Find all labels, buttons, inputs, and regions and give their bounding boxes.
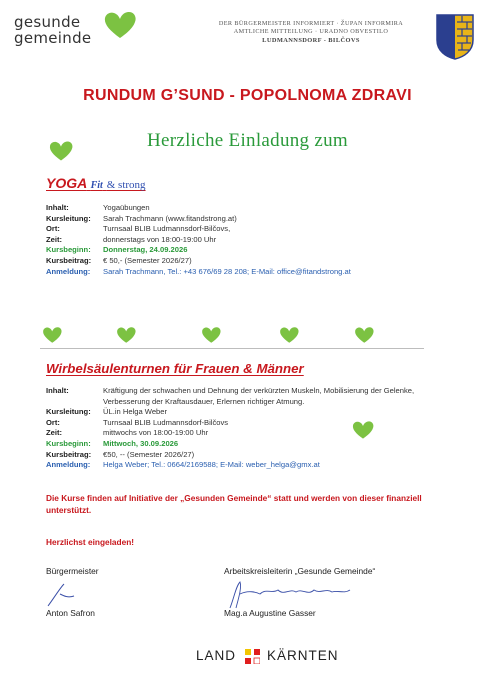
row-value: € 50,- (Semester 2026/27) <box>103 255 192 265</box>
heart-icon <box>202 327 220 343</box>
page-title: RUNDUM G’SUND - POPOLNOMA ZDRAVI <box>83 87 412 104</box>
row-label: Kursleitung: <box>46 213 91 223</box>
strong-logo-text: & strong <box>106 179 146 191</box>
notice-line-2: AMTLICHE MITTEILUNG · URADNO OBVESTILO <box>233 28 389 36</box>
row-label: Kursbeginn: <box>46 438 91 448</box>
footer-word-kaernten: KÄRNTEN <box>267 648 339 663</box>
funding-notice: Die Kurse finden auf Initiative der „Gesunden Gemeinde“ statt und werden von dieser finanziell unterstützt. <box>46 493 422 515</box>
row-label: Anmeldung: <box>46 266 91 276</box>
land-kaernten-logo <box>196 648 339 668</box>
row-value: Donnerstag, 24.09.2026 <box>103 245 188 255</box>
leader-name: Mag.a Augustine Gasser <box>224 608 316 618</box>
handwritten-signature <box>226 578 356 612</box>
back-exercise-section-title: Wirbelsäulenturnen für Frauen & Männer <box>46 361 304 376</box>
row-label: Inhalt: <box>46 203 69 212</box>
row-value: Helga Weber; Tel.: 0664/2169588; E-Mail: weber_helga@gmx.at <box>103 460 320 470</box>
info-row <box>46 214 446 225</box>
info-row-course-start <box>46 439 426 450</box>
notice-line-1: DER BÜRGERMEISTER INFORMIERT · ŽUPAN INFORMIRA <box>218 20 404 27</box>
info-row-course-start <box>46 245 446 256</box>
row-value: ÜL.in Helga Weber <box>103 407 168 417</box>
row-value: Sarah Trachmann, Tel.: +43 676/69 28 208; E-Mail: office@fitandstrong.at <box>103 266 351 276</box>
row-value: €50, -- (Semester 2026/27) <box>103 449 195 459</box>
info-row <box>46 450 426 461</box>
carinthia-flag-icon <box>245 649 260 664</box>
row-label: Kursbeginn: <box>46 245 91 255</box>
row-value: Mittwoch, 30.09.2026 <box>103 438 179 448</box>
info-row <box>46 203 446 214</box>
municipality-name: LUDMANNSDORF - BILČOVS <box>262 36 360 44</box>
logo-line-1: gesunde <box>14 13 81 31</box>
row-value: mittwochs von 18:00-19:00 Uhr <box>103 428 209 438</box>
row-label: Anmeldung: <box>46 460 91 470</box>
mayor-role: Bürgermeister <box>46 566 99 576</box>
row-label: Kursleitung: <box>46 407 91 417</box>
row-value: Turnsaal BLIB Ludmannsdorf-Bilčovs, <box>103 224 231 234</box>
mayor-signature-icon <box>44 580 84 610</box>
row-label: Ort: <box>46 224 60 234</box>
row-value: donnerstags von 18:00-19:00 Uhr <box>103 234 217 244</box>
info-row <box>46 224 446 235</box>
yoga-section-title <box>46 175 146 191</box>
municipal-crest-icon <box>436 14 474 60</box>
section-divider <box>40 348 424 349</box>
row-label: Kursbeitrag: <box>46 449 92 459</box>
info-row <box>46 235 446 246</box>
yoga-info-table <box>46 203 446 277</box>
leader-role: Arbeitskreisleiterin „Gesunde Gemeinde“ <box>224 566 376 576</box>
heart-icon <box>117 327 135 343</box>
heart-icon <box>355 327 373 343</box>
logo-heart-icon <box>103 10 137 40</box>
official-notice-header <box>200 20 422 45</box>
info-row-registration <box>46 460 426 471</box>
heart-icon <box>350 420 376 440</box>
row-label: Inhalt: <box>46 386 69 395</box>
row-value: Yogaübungen <box>103 203 150 212</box>
info-row <box>46 386 426 407</box>
footer-word-land: LAND <box>196 648 237 663</box>
mayor-name: Anton Safron <box>46 608 95 618</box>
gesunde-gemeinde-logo <box>14 14 91 46</box>
row-value: Kräftigung der schwachen und Dehnung der verkürzten Muskeln, Mobilisierung der Gelenke, Verbesserung der Kraftausdauer, Erlernen richtiger Atmung. <box>103 386 415 406</box>
info-row <box>46 407 426 418</box>
invitation-heading: Herzliche Einladung zum <box>146 130 349 151</box>
row-label: Kursbeitrag: <box>46 255 92 265</box>
row-value: Sarah Trachmann (www.fitandstrong.at) <box>103 213 237 223</box>
info-row <box>46 256 446 267</box>
row-label: Zeit: <box>46 234 63 244</box>
row-label: Ort: <box>46 417 60 427</box>
row-label: Zeit: <box>46 428 63 438</box>
hearts-divider <box>38 326 438 346</box>
yoga-title: YOGA <box>46 175 87 191</box>
heart-icon <box>280 327 298 343</box>
row-value: Turnsaal BLIB Ludmannsdorf-Bilčovs <box>103 417 229 427</box>
logo-line-2: gemeinde <box>14 29 92 47</box>
heart-icon <box>43 327 61 343</box>
closing-greeting: Herzlichst eingeladen! <box>46 537 135 547</box>
info-row-registration <box>46 267 446 278</box>
fit-logo-text: Fit <box>90 180 103 191</box>
